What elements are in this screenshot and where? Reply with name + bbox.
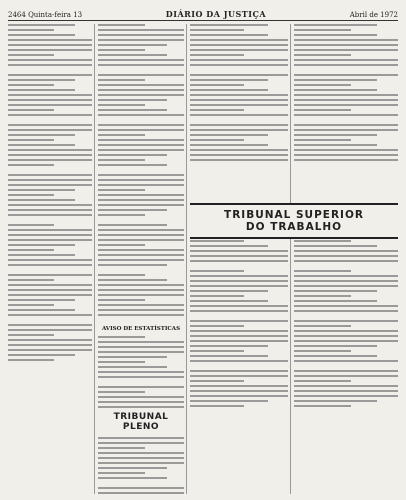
text-line-placeholder <box>190 270 244 272</box>
text-line-placeholder <box>294 270 351 272</box>
text-line-placeholder <box>98 184 184 186</box>
text-line-placeholder <box>294 390 398 392</box>
text-line-placeholder <box>190 89 268 91</box>
text-line-placeholder <box>98 244 145 246</box>
text-line-placeholder <box>190 44 288 46</box>
text-line-placeholder <box>190 34 268 36</box>
text-line-placeholder <box>190 360 288 362</box>
text-line-placeholder <box>98 74 184 76</box>
text-line-placeholder <box>8 54 54 56</box>
text-line-placeholder <box>294 139 351 141</box>
text-line-placeholder <box>98 139 184 141</box>
text-line-placeholder <box>294 400 377 402</box>
text-line-placeholder <box>98 477 167 479</box>
text-line-placeholder <box>8 114 92 116</box>
text-line-placeholder <box>98 386 184 388</box>
text-line-placeholder <box>294 345 377 347</box>
text-line-placeholder <box>8 259 92 261</box>
text-line-placeholder <box>294 99 398 101</box>
text-line-placeholder <box>8 34 75 36</box>
text-line-placeholder <box>190 310 288 312</box>
text-line-placeholder <box>8 104 92 106</box>
text-line-placeholder <box>294 49 398 51</box>
text-line-placeholder <box>294 260 398 262</box>
text-line-placeholder <box>190 390 288 392</box>
text-line-placeholder <box>98 239 184 241</box>
text-line-placeholder <box>98 376 184 378</box>
text-line-placeholder <box>98 99 167 101</box>
text-line-placeholder <box>190 154 288 156</box>
day: 13 <box>73 11 83 19</box>
text-line-placeholder <box>190 385 288 387</box>
text-line-placeholder <box>8 144 75 146</box>
text-line-placeholder <box>8 224 54 226</box>
text-line-placeholder <box>98 366 167 368</box>
text-line-placeholder <box>294 330 398 332</box>
text-line-placeholder <box>98 457 184 459</box>
banner-line-2: DO TRABALHO <box>245 221 343 233</box>
text-line-placeholder <box>294 360 398 362</box>
column-rule <box>94 24 95 494</box>
text-line-placeholder <box>98 487 184 489</box>
text-line-placeholder <box>190 400 268 402</box>
weekday: Quinta-feira <box>28 11 71 19</box>
text-line-placeholder <box>8 79 75 81</box>
page-header <box>8 5 398 21</box>
text-line-placeholder <box>294 275 398 277</box>
text-line-placeholder <box>98 29 184 31</box>
tribunal-banner <box>190 203 398 239</box>
text-line-placeholder <box>294 79 377 81</box>
text-line-placeholder <box>98 284 184 286</box>
text-line-placeholder <box>8 109 54 111</box>
text-line-placeholder <box>190 300 268 302</box>
text-line-placeholder <box>98 24 145 26</box>
text-line-placeholder <box>98 159 145 161</box>
text-line-placeholder <box>190 290 268 292</box>
text-line-placeholder <box>8 184 92 186</box>
text-line-placeholder <box>294 154 398 156</box>
masthead: DIÁRIO DA JUSTIÇA <box>165 9 267 19</box>
text-line-placeholder <box>8 139 54 141</box>
text-line-placeholder <box>8 179 92 181</box>
text-line-placeholder <box>190 295 244 297</box>
text-line-placeholder <box>8 254 75 256</box>
text-line-placeholder <box>98 39 184 41</box>
text-line-placeholder <box>8 324 92 326</box>
text-line-placeholder <box>294 144 377 146</box>
text-line-placeholder <box>8 174 92 176</box>
text-line-placeholder <box>98 492 184 494</box>
text-line-placeholder <box>190 260 288 262</box>
text-line-placeholder <box>98 279 167 281</box>
text-line-placeholder <box>294 109 351 111</box>
text-line-placeholder <box>98 467 167 469</box>
text-line-placeholder <box>98 79 145 81</box>
text-line-placeholder <box>98 289 184 291</box>
text-line-placeholder <box>98 54 167 56</box>
text-line-placeholder <box>190 285 288 287</box>
text-line-placeholder <box>190 340 288 342</box>
text-line-placeholder <box>294 385 398 387</box>
text-line-placeholder <box>98 129 184 131</box>
text-line-placeholder <box>294 149 398 151</box>
text-line-placeholder <box>98 59 184 61</box>
text-line-placeholder <box>190 79 268 81</box>
text-line-placeholder <box>8 204 92 206</box>
text-line-placeholder <box>294 114 398 116</box>
text-line-placeholder <box>8 124 92 126</box>
header-date: Abril de 1972 <box>349 11 398 19</box>
text-line-placeholder <box>98 199 184 201</box>
text-line-placeholder <box>98 229 184 231</box>
text-line-placeholder <box>8 309 75 311</box>
text-line-placeholder <box>294 89 377 91</box>
text-line-placeholder <box>98 304 184 306</box>
text-line-placeholder <box>190 250 288 252</box>
text-line-placeholder <box>294 370 398 372</box>
text-line-placeholder <box>294 134 377 136</box>
text-line-placeholder <box>8 29 54 31</box>
text-line-placeholder <box>294 405 351 407</box>
text-line-placeholder <box>98 314 184 316</box>
text-line-placeholder <box>8 334 54 336</box>
text-line-placeholder <box>190 355 268 357</box>
text-line-placeholder <box>190 345 268 347</box>
text-line-placeholder <box>98 164 167 166</box>
text-line-placeholder <box>294 320 398 322</box>
text-line-placeholder <box>294 250 398 252</box>
banner-line-1: TRIBUNAL SUPERIOR <box>224 209 364 221</box>
notice-title: AVISO DE ESTATÍSTICAS <box>101 326 181 332</box>
text-line-placeholder <box>190 24 268 26</box>
text-line-placeholder <box>8 294 92 296</box>
text-line-placeholder <box>294 300 377 302</box>
text-line-placeholder <box>98 144 184 146</box>
text-line-placeholder <box>98 34 184 36</box>
text-line-placeholder <box>294 39 398 41</box>
text-line-placeholder <box>98 437 184 439</box>
text-line-placeholder <box>98 396 184 398</box>
text-line-placeholder <box>294 124 398 126</box>
text-line-placeholder <box>8 164 54 166</box>
text-line-placeholder <box>98 49 145 51</box>
text-line-placeholder <box>294 159 398 161</box>
text-line-placeholder <box>98 109 167 111</box>
text-line-placeholder <box>8 59 92 61</box>
text-line-placeholder <box>98 462 184 464</box>
text-line-placeholder <box>190 114 288 116</box>
page-number: 2464 <box>8 11 26 19</box>
text-line-placeholder <box>190 350 244 352</box>
text-line-placeholder <box>190 139 244 141</box>
text-line-placeholder <box>294 84 351 86</box>
text-line-placeholder <box>190 335 288 337</box>
text-line-placeholder <box>8 279 54 281</box>
text-line-placeholder <box>190 94 288 96</box>
text-line-placeholder <box>98 174 184 176</box>
text-line-placeholder <box>190 330 288 332</box>
text-line-placeholder <box>190 39 288 41</box>
text-line-placeholder <box>190 405 244 407</box>
text-line-placeholder <box>190 144 268 146</box>
text-line-placeholder <box>190 159 288 161</box>
text-line-placeholder <box>8 359 54 361</box>
text-line-placeholder <box>190 54 244 56</box>
text-line-placeholder <box>294 295 351 297</box>
text-line-placeholder <box>294 285 398 287</box>
text-line-placeholder <box>294 94 398 96</box>
text-line-placeholder <box>8 244 75 246</box>
text-line-placeholder <box>98 214 145 216</box>
text-line-placeholder <box>8 134 75 136</box>
text-line-placeholder <box>98 336 145 338</box>
text-line-placeholder <box>98 124 184 126</box>
text-line-placeholder <box>294 340 398 342</box>
column-rule <box>186 24 187 494</box>
column-rule <box>290 24 291 494</box>
text-line-placeholder <box>294 395 398 397</box>
text-line-placeholder <box>294 350 351 352</box>
text-line-placeholder <box>294 375 398 377</box>
text-line-placeholder <box>190 380 244 382</box>
text-line-placeholder <box>98 189 145 191</box>
text-line-placeholder <box>8 264 92 266</box>
text-line-placeholder <box>190 149 288 151</box>
text-line-placeholder <box>294 54 351 56</box>
text-line-placeholder <box>98 224 167 226</box>
text-line-placeholder <box>98 356 167 358</box>
text-line-placeholder <box>8 24 75 26</box>
text-line-placeholder <box>190 59 288 61</box>
text-line-placeholder <box>190 320 288 322</box>
text-line-placeholder <box>294 64 398 66</box>
text-line-placeholder <box>98 94 184 96</box>
text-line-placeholder <box>294 29 351 31</box>
text-line-placeholder <box>190 49 288 51</box>
text-line-placeholder <box>8 299 75 301</box>
text-line-placeholder <box>98 89 184 91</box>
header-left <box>8 11 82 19</box>
text-line-placeholder <box>294 355 377 357</box>
text-line-placeholder <box>294 255 398 257</box>
text-line-placeholder <box>98 264 167 266</box>
text-line-placeholder <box>190 370 288 372</box>
text-line-placeholder <box>190 375 288 377</box>
text-line-placeholder <box>8 284 92 286</box>
text-line-placeholder <box>8 99 92 101</box>
text-line-placeholder <box>8 154 92 156</box>
text-line-placeholder <box>8 314 92 316</box>
text-line-placeholder <box>98 64 184 66</box>
text-line-placeholder <box>294 240 351 242</box>
text-line-placeholder <box>294 44 398 46</box>
text-line-placeholder <box>98 406 184 408</box>
text-line-placeholder <box>8 214 92 216</box>
text-line-placeholder <box>8 329 92 331</box>
text-line-placeholder <box>190 29 244 31</box>
text-line-placeholder <box>8 44 92 46</box>
text-line-placeholder <box>294 290 377 292</box>
text-line-placeholder <box>98 114 184 116</box>
text-line-placeholder <box>98 179 184 181</box>
text-line-placeholder <box>98 149 184 151</box>
text-line-placeholder <box>98 209 167 211</box>
section-title-pleno: TRIBUNAL PLENO <box>113 412 169 432</box>
text-line-placeholder <box>8 209 92 211</box>
text-line-placeholder <box>98 194 184 196</box>
text-line-placeholder <box>8 189 75 191</box>
text-line-placeholder <box>190 109 244 111</box>
text-line-placeholder <box>98 361 145 363</box>
text-line-placeholder <box>190 245 268 247</box>
text-column-2 <box>98 24 184 494</box>
text-line-placeholder <box>294 129 398 131</box>
text-line-placeholder <box>190 129 288 131</box>
text-line-placeholder <box>190 84 244 86</box>
text-line-placeholder <box>98 472 145 474</box>
text-line-placeholder <box>8 354 75 356</box>
text-line-placeholder <box>190 255 288 257</box>
text-line-placeholder <box>98 44 167 46</box>
text-line-placeholder <box>98 346 184 348</box>
text-line-placeholder <box>8 64 92 66</box>
text-line-placeholder <box>294 24 377 26</box>
text-line-placeholder <box>98 234 184 236</box>
text-line-placeholder <box>294 280 398 282</box>
text-line-placeholder <box>190 64 288 66</box>
text-line-placeholder <box>190 240 244 242</box>
text-line-placeholder <box>98 391 145 393</box>
text-line-placeholder <box>190 104 288 106</box>
text-line-placeholder <box>98 341 184 343</box>
text-line-placeholder <box>8 199 75 201</box>
text-line-placeholder <box>8 94 92 96</box>
text-column-4 <box>294 24 398 494</box>
text-line-placeholder <box>98 84 184 86</box>
text-line-placeholder <box>98 204 184 206</box>
text-line-placeholder <box>98 134 145 136</box>
text-line-placeholder <box>294 305 398 307</box>
text-line-placeholder <box>190 305 288 307</box>
text-line-placeholder <box>98 351 184 353</box>
text-line-placeholder <box>190 280 288 282</box>
text-line-placeholder <box>8 39 92 41</box>
text-line-placeholder <box>98 274 145 276</box>
text-line-placeholder <box>98 104 145 106</box>
text-line-placeholder <box>8 234 92 236</box>
text-line-placeholder <box>8 74 92 76</box>
text-line-placeholder <box>98 154 167 156</box>
text-line-placeholder <box>98 249 184 251</box>
text-line-placeholder <box>8 274 92 276</box>
text-line-placeholder <box>294 59 398 61</box>
text-line-placeholder <box>8 349 92 351</box>
text-line-placeholder <box>8 84 54 86</box>
text-line-placeholder <box>190 395 288 397</box>
text-line-placeholder <box>98 294 184 296</box>
text-line-placeholder <box>294 310 398 312</box>
text-column-1 <box>8 24 92 494</box>
text-line-placeholder <box>98 452 184 454</box>
text-line-placeholder <box>98 259 184 261</box>
text-line-placeholder <box>98 401 184 403</box>
text-line-placeholder <box>8 339 92 341</box>
text-line-placeholder <box>8 159 92 161</box>
text-line-placeholder <box>8 89 75 91</box>
text-line-placeholder <box>8 249 54 251</box>
text-line-placeholder <box>294 380 351 382</box>
text-line-placeholder <box>8 149 92 151</box>
text-line-placeholder <box>190 134 268 136</box>
text-line-placeholder <box>294 104 398 106</box>
text-line-placeholder <box>190 275 288 277</box>
text-line-placeholder <box>294 335 398 337</box>
statistics-notice <box>98 326 184 408</box>
text-line-placeholder <box>8 239 92 241</box>
text-line-placeholder <box>8 344 92 346</box>
text-line-placeholder <box>190 124 288 126</box>
text-line-placeholder <box>8 229 92 231</box>
text-line-placeholder <box>294 325 351 327</box>
text-line-placeholder <box>294 74 398 76</box>
text-line-placeholder <box>294 34 377 36</box>
text-line-placeholder <box>8 129 92 131</box>
text-line-placeholder <box>8 289 92 291</box>
text-line-placeholder <box>8 194 54 196</box>
text-line-placeholder <box>8 49 92 51</box>
text-line-placeholder <box>98 254 184 256</box>
text-line-placeholder <box>98 371 184 373</box>
text-line-placeholder <box>190 325 244 327</box>
text-line-placeholder <box>98 299 145 301</box>
text-line-placeholder <box>98 442 184 444</box>
text-line-placeholder <box>98 447 145 449</box>
text-line-placeholder <box>98 309 184 311</box>
text-column-3 <box>190 24 288 494</box>
text-line-placeholder <box>190 74 288 76</box>
text-line-placeholder <box>190 99 288 101</box>
text-line-placeholder <box>294 245 377 247</box>
text-line-placeholder <box>8 304 54 306</box>
